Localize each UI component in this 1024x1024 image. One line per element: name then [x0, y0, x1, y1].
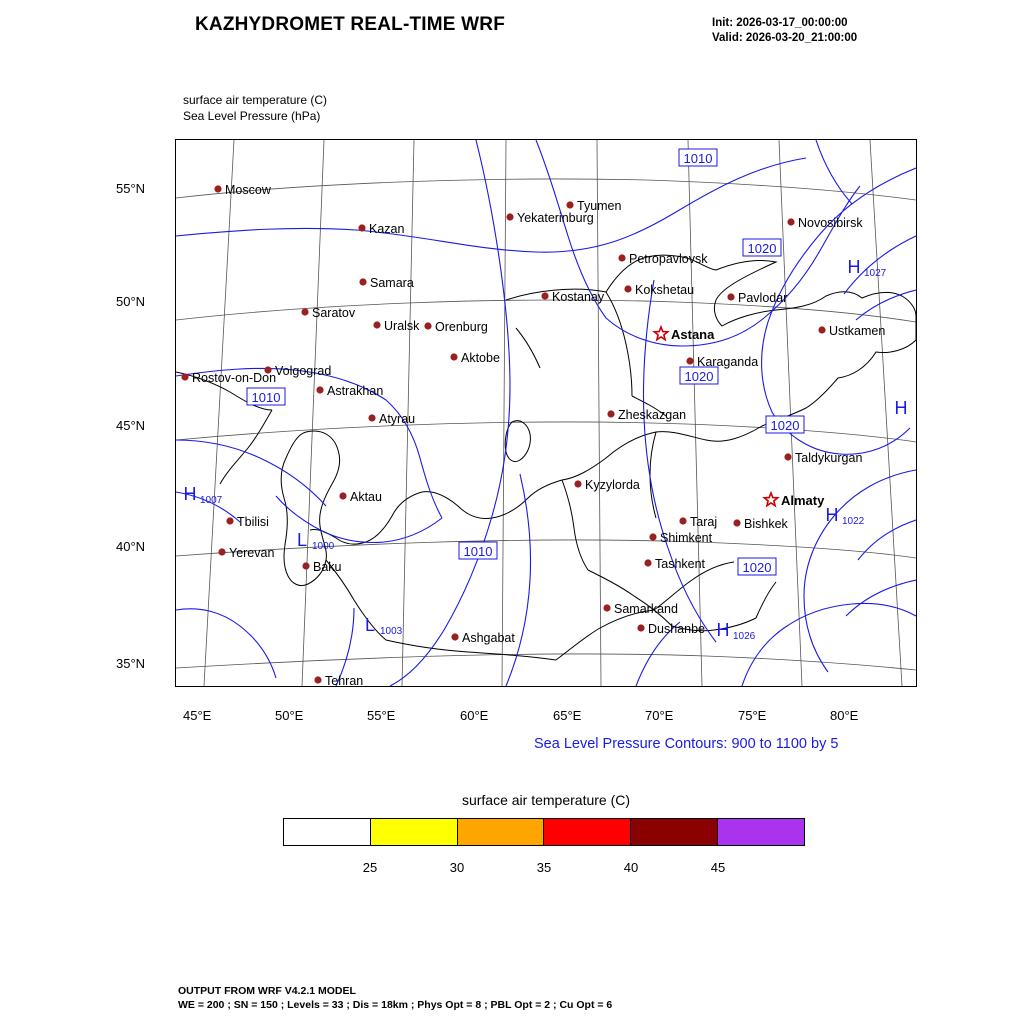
city-dot-icon — [316, 386, 323, 393]
colorbar-tick-label: 35 — [536, 860, 552, 875]
lat-label-40n: 40°N — [116, 539, 146, 554]
city-marker[interactable] — [302, 560, 341, 574]
city-marker[interactable] — [787, 216, 863, 230]
svg-text:Yerevan: Yerevan — [229, 546, 275, 560]
lat-label-35n: 35°N — [116, 656, 146, 671]
svg-text:1020: 1020 — [770, 418, 800, 433]
lon-label-50e: 50°E — [275, 708, 304, 723]
pressure-center-h — [826, 505, 865, 527]
svg-text:Aktau: Aktau — [350, 490, 382, 504]
city-dot-icon — [679, 517, 686, 524]
init-valid-block — [712, 16, 857, 46]
svg-text:Kyzylorda: Kyzylorda — [585, 478, 640, 492]
colorbar — [283, 818, 805, 846]
city-marker[interactable] — [424, 320, 487, 334]
city-dot-icon — [686, 357, 693, 364]
svg-text:1027: 1027 — [864, 268, 887, 279]
svg-text:Uralsk: Uralsk — [384, 319, 420, 333]
colorbar-segment — [630, 819, 717, 845]
colorbar-segment — [543, 819, 630, 845]
city-dot-icon — [359, 278, 366, 285]
pressure-label — [459, 542, 497, 559]
city-dot-icon — [451, 633, 458, 640]
lon-label-45e: 45°E — [183, 708, 212, 723]
svg-text:H: H — [716, 620, 730, 640]
city-dot-icon — [424, 322, 431, 329]
city-marker[interactable] — [368, 412, 415, 426]
svg-text:Samara: Samara — [370, 276, 414, 290]
city-marker[interactable] — [541, 290, 604, 304]
footer-config-line: WE = 200 ; SN = 150 ; Levels = 33 ; Dis = 18km ; Phys Opt = 8 ; PBL Opt = 2 ; Cu Opt = 6 — [178, 999, 613, 1011]
svg-text:Saratov: Saratov — [312, 306, 356, 320]
city-dot-icon — [624, 285, 631, 292]
svg-text:H: H — [825, 505, 839, 525]
svg-text:Tbilisi: Tbilisi — [237, 515, 269, 529]
pressure-label — [766, 416, 804, 433]
colorbar-segment — [370, 819, 457, 845]
svg-text:Zheskazgan: Zheskazgan — [618, 408, 687, 422]
city-dot-icon — [226, 517, 233, 524]
pressure-center-l — [297, 530, 335, 552]
svg-text:H: H — [894, 398, 908, 418]
city-marker[interactable] — [506, 211, 593, 225]
city-marker[interactable] — [603, 602, 678, 616]
map-panel[interactable] — [175, 139, 917, 687]
city-dot-icon — [314, 676, 321, 683]
colorbar-segment — [284, 819, 370, 845]
svg-text:L: L — [364, 615, 376, 635]
svg-text:1020: 1020 — [742, 560, 772, 575]
city-marker[interactable] — [214, 183, 271, 197]
colorbar-ticks — [283, 860, 805, 880]
svg-text:Taldykurgan: Taldykurgan — [795, 451, 863, 465]
lon-label-65e: 65°E — [553, 708, 582, 723]
pressure-centers — [184, 257, 908, 642]
city-dot-icon — [301, 308, 308, 315]
city-dot-icon — [541, 292, 548, 299]
svg-text:Dushanbe: Dushanbe — [648, 622, 705, 636]
svg-text:Samarkand: Samarkand — [614, 602, 678, 616]
colorbar-segment — [457, 819, 544, 845]
city-marker[interactable] — [218, 546, 274, 560]
city-dot-icon — [818, 326, 825, 333]
svg-text:1010: 1010 — [251, 390, 281, 405]
svg-text:Tashkent: Tashkent — [655, 557, 706, 571]
svg-text:Orenburg: Orenburg — [435, 320, 488, 334]
city-marker[interactable] — [607, 408, 686, 422]
city-markers — [181, 183, 885, 686]
colorbar-tick-label: 40 — [623, 860, 639, 875]
city-marker[interactable] — [314, 674, 363, 686]
city-dot-icon — [218, 548, 225, 555]
capital-star-icon — [764, 493, 777, 506]
city-dot-icon — [358, 224, 365, 231]
colorbar-tick-label: 45 — [710, 860, 726, 875]
svg-text:Taraj: Taraj — [690, 515, 718, 529]
valid-time: Valid: 2026-03-20_21:00:00 — [712, 32, 858, 44]
colorbar-segment — [717, 819, 804, 845]
city-marker[interactable] — [686, 355, 758, 369]
svg-text:1010: 1010 — [463, 544, 493, 559]
city-marker[interactable] — [637, 622, 705, 636]
svg-text:Kostanay: Kostanay — [552, 290, 605, 304]
city-dot-icon — [368, 414, 375, 421]
svg-text:1026: 1026 — [733, 631, 756, 642]
svg-text:1020: 1020 — [684, 369, 714, 384]
svg-text:Tehran: Tehran — [325, 674, 364, 686]
svg-text:1003: 1003 — [380, 626, 403, 637]
city-marker[interactable] — [624, 283, 694, 297]
pressure-center-h — [184, 484, 223, 506]
svg-text:Karaganda: Karaganda — [697, 355, 759, 369]
colorbar-tick-label: 25 — [362, 860, 378, 875]
field-label-temperature: surface air temperature (C) — [183, 93, 328, 107]
svg-text:Moscow: Moscow — [225, 183, 271, 197]
svg-text:Yekaterinburg: Yekaterinburg — [517, 211, 594, 225]
svg-text:Shimkent: Shimkent — [660, 531, 713, 545]
svg-text:Ashgabat: Ashgabat — [462, 631, 515, 645]
city-dot-icon — [784, 453, 791, 460]
city-marker[interactable] — [316, 384, 383, 398]
map-canvas — [176, 140, 916, 686]
svg-text:Tyumen: Tyumen — [577, 199, 622, 213]
city-marker[interactable] — [649, 531, 712, 545]
svg-text:Kazan: Kazan — [369, 222, 405, 236]
svg-text:Petropavlovsk: Petropavlovsk — [629, 252, 708, 266]
svg-text:Almaty: Almaty — [781, 493, 825, 508]
city-dot-icon — [618, 254, 625, 261]
city-marker[interactable] — [679, 515, 717, 529]
svg-text:1022: 1022 — [842, 516, 865, 527]
pressure-label — [680, 367, 718, 384]
pressure-center-h — [848, 257, 887, 279]
pressure-label — [679, 149, 717, 166]
city-marker[interactable] — [358, 222, 404, 236]
svg-text:1000: 1000 — [312, 541, 335, 552]
city-marker[interactable] — [618, 252, 708, 266]
city-dot-icon — [302, 562, 309, 569]
svg-text:Rostov-on-Don: Rostov-on-Don — [192, 371, 277, 385]
lat-label-45n: 45°N — [116, 418, 146, 433]
city-marker[interactable] — [818, 324, 885, 338]
city-marker[interactable] — [226, 515, 269, 529]
city-dot-icon — [644, 559, 651, 566]
footer — [178, 984, 612, 1012]
city-dot-icon — [450, 353, 457, 360]
city-marker[interactable] — [181, 371, 276, 385]
svg-text:Ustkamen: Ustkamen — [829, 324, 886, 338]
pressure-center-h — [895, 398, 908, 418]
svg-text:H: H — [847, 257, 861, 277]
pressure-label — [247, 388, 285, 405]
lon-label-60e: 60°E — [460, 708, 489, 723]
city-marker[interactable] — [373, 319, 420, 333]
city-marker[interactable] — [644, 557, 705, 571]
city-dot-icon — [566, 201, 573, 208]
city-dot-icon — [607, 410, 614, 417]
city-dot-icon — [733, 519, 740, 526]
lon-label-75e: 75°E — [738, 708, 767, 723]
city-marker[interactable] — [733, 517, 788, 531]
svg-text:Atyrau: Atyrau — [379, 412, 416, 426]
field-labels — [183, 92, 327, 124]
city-dot-icon — [339, 492, 346, 499]
city-marker[interactable] — [784, 451, 862, 465]
svg-text:Astrakhan: Astrakhan — [327, 384, 384, 398]
svg-text:Bishkek: Bishkek — [744, 517, 788, 531]
colorbar-title: surface air temperature (C) — [461, 792, 631, 808]
svg-text:1010: 1010 — [683, 151, 713, 166]
svg-text:Pavlodar: Pavlodar — [738, 291, 788, 305]
lon-label-70e: 70°E — [645, 708, 674, 723]
city-marker[interactable] — [574, 478, 640, 492]
pressure-label — [738, 558, 776, 575]
colorbar-tick-label: 30 — [449, 860, 465, 875]
city-marker[interactable] — [654, 327, 715, 342]
city-marker[interactable] — [450, 351, 500, 365]
lat-label-50n: 50°N — [116, 294, 146, 309]
svg-text:1020: 1020 — [747, 241, 777, 256]
svg-text:Baku: Baku — [313, 560, 342, 574]
svg-text:L: L — [296, 530, 308, 550]
page-title: KAZHYDROMET REAL-TIME WRF — [194, 14, 506, 35]
svg-text:Volgograd: Volgograd — [275, 364, 332, 378]
contour-interval-caption: Sea Level Pressure Contours: 900 to 1100 by 5 — [534, 736, 839, 752]
field-label-pressure: Sea Level Pressure (hPa) — [183, 109, 321, 123]
city-marker[interactable] — [764, 493, 825, 508]
city-dot-icon — [727, 293, 734, 300]
city-marker[interactable] — [339, 490, 382, 504]
city-dot-icon — [787, 218, 794, 225]
city-dot-icon — [649, 533, 656, 540]
city-dot-icon — [373, 321, 380, 328]
svg-text:H: H — [183, 484, 197, 504]
city-dot-icon — [506, 213, 513, 220]
svg-text:1007: 1007 — [200, 495, 223, 506]
svg-text:Novosibirsk: Novosibirsk — [798, 216, 863, 230]
lat-label-55n: 55°N — [116, 181, 146, 196]
lon-label-55e: 55°E — [367, 708, 396, 723]
city-dot-icon — [637, 624, 644, 631]
city-marker[interactable] — [727, 291, 787, 305]
city-marker[interactable] — [359, 276, 413, 290]
svg-text:Kokshetau: Kokshetau — [635, 283, 695, 297]
svg-text:Astana: Astana — [671, 327, 715, 342]
capital-star-icon — [654, 327, 667, 340]
pressure-center-h — [717, 620, 756, 642]
city-dot-icon — [181, 373, 188, 380]
init-time: Init: 2026-03-17_00:00:00 — [712, 17, 848, 29]
city-dot-icon — [214, 185, 221, 192]
pressure-center-l — [365, 615, 403, 637]
city-marker[interactable] — [451, 631, 515, 645]
footer-model-line: OUTPUT FROM WRF V4.2.1 MODEL — [178, 985, 356, 997]
svg-text:Aktobe: Aktobe — [461, 351, 500, 365]
city-dot-icon — [574, 480, 581, 487]
city-dot-icon — [603, 604, 610, 611]
lon-label-80e: 80°E — [830, 708, 859, 723]
pressure-label — [743, 239, 781, 256]
